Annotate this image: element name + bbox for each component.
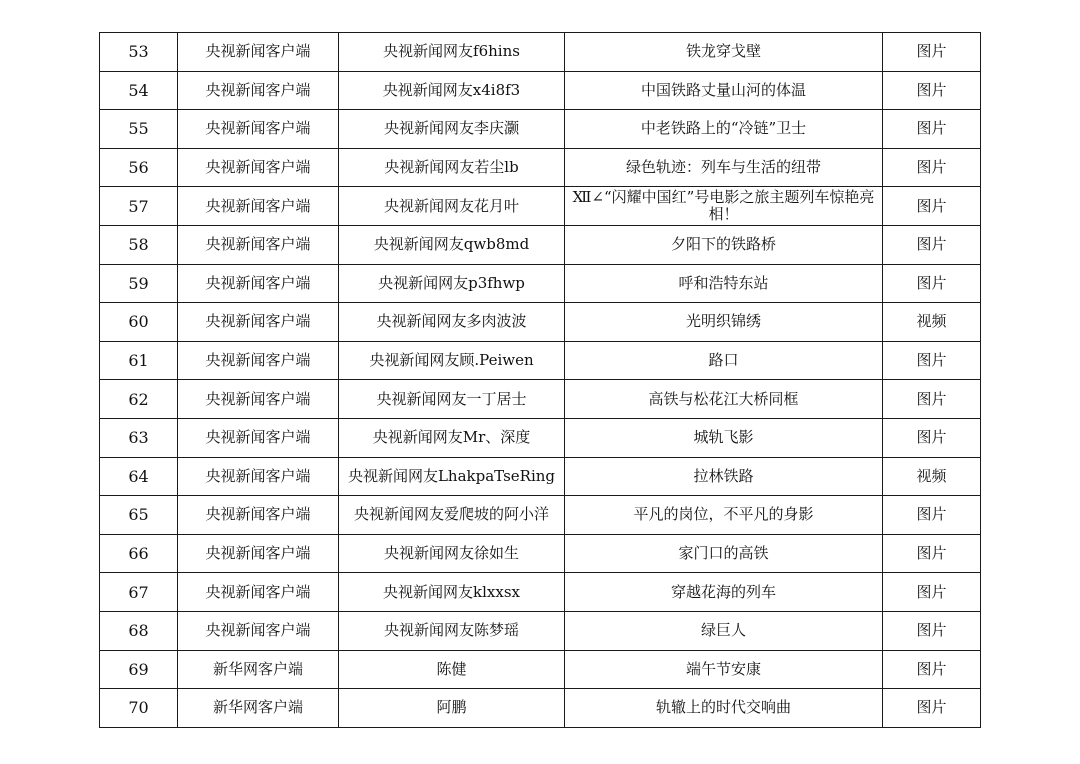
table-row (100, 457, 981, 496)
media-type-cell: 图片 (883, 225, 981, 264)
row-number: 58 (100, 225, 178, 264)
author-cell: 央视新闻网友LhakpaTseRing (339, 457, 565, 496)
platform-cell: 央视新闻客户端 (178, 496, 339, 535)
table-row (100, 534, 981, 573)
table-row (100, 341, 981, 380)
title-cell: 端午节安康 (565, 650, 883, 689)
table-row (100, 225, 981, 264)
row-number: 65 (100, 496, 178, 535)
row-number: 62 (100, 380, 178, 419)
author-cell: 央视新闻网友多肉波波 (339, 303, 565, 342)
media-type-cell: 视频 (883, 303, 981, 342)
row-number: 57 (100, 187, 178, 226)
platform-cell: 央视新闻客户端 (178, 303, 339, 342)
title-cell: 绿巨人 (565, 611, 883, 650)
platform-cell: 央视新闻客户端 (178, 71, 339, 110)
table-row (100, 689, 981, 728)
author-cell: 央视新闻网友一丁居士 (339, 380, 565, 419)
author-cell: 央视新闻网友顾.Peiwen (339, 341, 565, 380)
table-row (100, 110, 981, 149)
author-cell: 陈健 (339, 650, 565, 689)
title-cell: 呼和浩特东站 (565, 264, 883, 303)
media-type-cell: 图片 (883, 534, 981, 573)
media-type-cell: 图片 (883, 148, 981, 187)
platform-cell: 央视新闻客户端 (178, 534, 339, 573)
title-cell: 城轨飞影 (565, 418, 883, 457)
row-number: 54 (100, 71, 178, 110)
title-cell: 家门口的高铁 (565, 534, 883, 573)
title-cell: 轨辙上的时代交响曲 (565, 689, 883, 728)
table-row (100, 264, 981, 303)
author-cell: 央视新闻网友p3fhwp (339, 264, 565, 303)
media-type-cell: 图片 (883, 341, 981, 380)
author-cell: 央视新闻网友x4i8f3 (339, 71, 565, 110)
row-number: 61 (100, 341, 178, 380)
title-cell: 穿越花海的列车 (565, 573, 883, 612)
table-row (100, 611, 981, 650)
platform-cell: 央视新闻客户端 (178, 148, 339, 187)
media-type-cell: 图片 (883, 187, 981, 226)
platform-cell: 央视新闻客户端 (178, 187, 339, 226)
platform-cell: 央视新闻客户端 (178, 457, 339, 496)
media-type-cell: 图片 (883, 689, 981, 728)
author-cell: 央视新闻网友花月叶 (339, 187, 565, 226)
platform-cell: 央视新闻客户端 (178, 380, 339, 419)
title-cell: 铁龙穿戈壁 (565, 33, 883, 72)
title-cell: 光明织锦绣 (565, 303, 883, 342)
table-row (100, 71, 981, 110)
row-number: 63 (100, 418, 178, 457)
row-number: 56 (100, 148, 178, 187)
title-cell: 拉林铁路 (565, 457, 883, 496)
row-number: 70 (100, 689, 178, 728)
author-cell: 央视新闻网友陈梦瑶 (339, 611, 565, 650)
platform-cell: 央视新闻客户端 (178, 573, 339, 612)
title-cell: 夕阳下的铁路桥 (565, 225, 883, 264)
table-row (100, 418, 981, 457)
media-type-cell: 图片 (883, 380, 981, 419)
row-number: 66 (100, 534, 178, 573)
media-type-cell: 图片 (883, 650, 981, 689)
table-row (100, 148, 981, 187)
row-number: 67 (100, 573, 178, 612)
media-type-cell: 图片 (883, 33, 981, 72)
platform-cell: 央视新闻客户端 (178, 264, 339, 303)
author-cell: 央视新闻网友李庆灏 (339, 110, 565, 149)
media-type-cell: 视频 (883, 457, 981, 496)
table-body (100, 33, 981, 728)
media-type-cell: 图片 (883, 264, 981, 303)
author-cell: 央视新闻网友qwb8md (339, 225, 565, 264)
platform-cell: 央视新闻客户端 (178, 341, 339, 380)
platform-cell: 新华网客户端 (178, 689, 339, 728)
platform-cell: 央视新闻客户端 (178, 418, 339, 457)
author-cell: 央视新闻网友f6hins (339, 33, 565, 72)
table-row (100, 496, 981, 535)
row-number: 60 (100, 303, 178, 342)
platform-cell: 央视新闻客户端 (178, 33, 339, 72)
results-table (99, 32, 981, 728)
platform-cell: 央视新闻客户端 (178, 611, 339, 650)
row-number: 68 (100, 611, 178, 650)
title-cell: 平凡的岗位，不平凡的身影 (565, 496, 883, 535)
media-type-cell: 图片 (883, 496, 981, 535)
table-row (100, 380, 981, 419)
title-cell: 中国铁路丈量山河的体温 (565, 71, 883, 110)
row-number: 69 (100, 650, 178, 689)
author-cell: 阿鹏 (339, 689, 565, 728)
media-type-cell: 图片 (883, 110, 981, 149)
media-type-cell: 图片 (883, 573, 981, 612)
title-cell: 绿色轨迹：列车与生活的纽带 (565, 148, 883, 187)
media-type-cell: 图片 (883, 611, 981, 650)
platform-cell: 央视新闻客户端 (178, 110, 339, 149)
author-cell: 央视新闻网友klxxsx (339, 573, 565, 612)
row-number: 59 (100, 264, 178, 303)
platform-cell: 央视新闻客户端 (178, 225, 339, 264)
row-number: 55 (100, 110, 178, 149)
author-cell: 央视新闻网友徐如生 (339, 534, 565, 573)
table-row (100, 650, 981, 689)
author-cell: 央视新闻网友Mr、深度 (339, 418, 565, 457)
table-row (100, 303, 981, 342)
title-cell: 路口 (565, 341, 883, 380)
media-type-cell: 图片 (883, 71, 981, 110)
author-cell: 央视新闻网友若尘lb (339, 148, 565, 187)
platform-cell: 新华网客户端 (178, 650, 339, 689)
row-number: 64 (100, 457, 178, 496)
title-cell: 高铁与松花江大桥同框 (565, 380, 883, 419)
table-row (100, 33, 981, 72)
title-cell: 中老铁路上的“冷链”卫士 (565, 110, 883, 149)
author-cell: 央视新闻网友爱爬坡的阿小洋 (339, 496, 565, 535)
title-cell: Ⅻ∠“闪耀中国红”号电影之旅主题列车惊艳亮相！ (565, 187, 883, 226)
media-type-cell: 图片 (883, 418, 981, 457)
table-row (100, 187, 981, 226)
row-number: 53 (100, 33, 178, 72)
table-row (100, 573, 981, 612)
